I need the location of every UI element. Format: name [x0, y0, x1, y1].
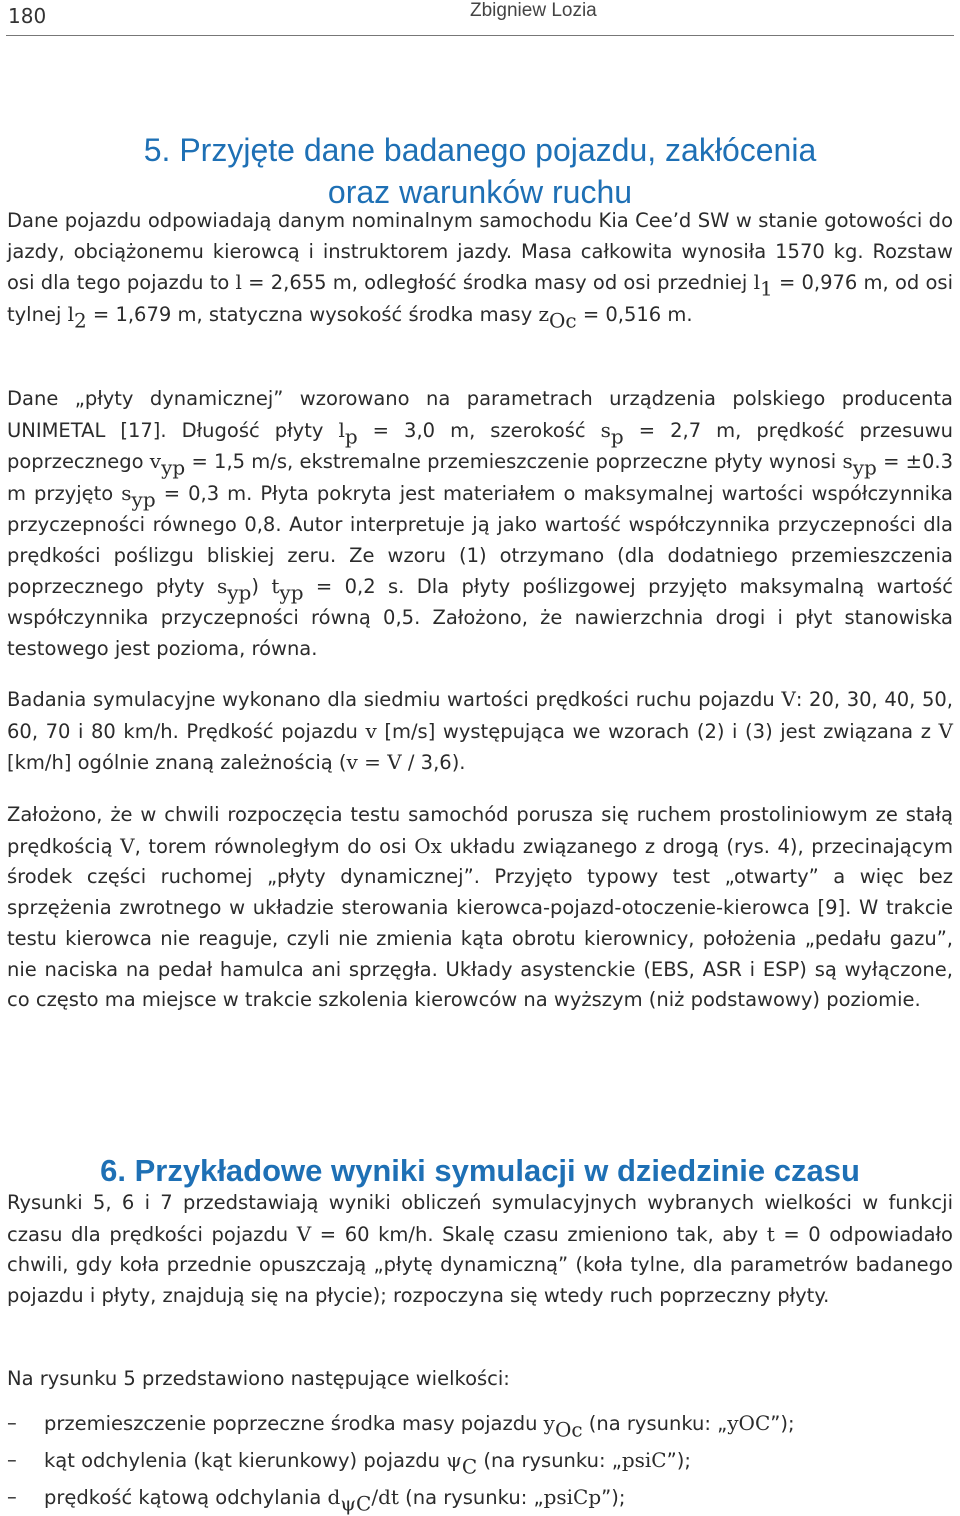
symbol: t — [766, 1221, 775, 1246]
symbol: /dt — [371, 1485, 399, 1509]
text: (na rysunku: „ — [398, 1486, 544, 1509]
text: układu związanego z drogą (rys. 4), przecinającym środek części ruchomej „płyty dynamicznej”. Przyjęto typowy test „otwarty” a więc bez sprzężenia zwrotnego w układzie sterowania kierowca-pojazd-otoczenie-kierowca [9]. W trakcie testu kierowca nie reaguje, czyli nie zmienia kąta obrotu kierownicy, położenia „pedału gazu”, nie naciska na pedał hamulca ani sprzęgła. Układy asystenckie (EBS, ASR i ESP) są wyłączone, co często ma miejsce w trakcie szkolenia kierowców na wyższym (niż podstawowy) poziomie. — [7, 834, 953, 1012]
symbol: V — [296, 1221, 312, 1246]
symbol: v — [149, 449, 162, 474]
symbol: l — [338, 417, 345, 442]
plot-label: psiC — [621, 1448, 667, 1472]
symbol: Ox — [414, 833, 442, 858]
text: = 2,7 m, prędkość przesuwu poprzecznego — [7, 418, 954, 474]
symbol: s — [842, 449, 853, 474]
paragraph-speeds — [7, 684, 953, 779]
text: : 20, 30, 40, 50, 60, 70 i 80 km/h. Prędkość pojazdu — [7, 688, 953, 743]
symbol: s — [600, 417, 611, 442]
symbol: t — [271, 574, 280, 599]
text: , torem równoległym do osi — [134, 834, 415, 858]
text: = 1,5 m/s, ekstremalne przemieszczenie poprzeczne płyty wynosi — [185, 450, 843, 474]
symbol: s — [216, 574, 228, 599]
symbol: y — [543, 1411, 555, 1435]
header-divider — [6, 35, 954, 36]
text: [m/s] występująca we wzorach (2) i (3) jest związana z — [376, 719, 939, 743]
text: ”); — [666, 1449, 691, 1472]
text: przemieszczenie poprzeczne środka masy pojazdu — [44, 1412, 544, 1435]
subscript: yp — [227, 580, 252, 605]
subscript: yp — [131, 487, 156, 512]
subscript: 1 — [759, 276, 773, 301]
text: (na rysunku: „ — [582, 1412, 728, 1435]
symbol: s — [121, 481, 132, 506]
text: (na rysunku: „ — [477, 1449, 622, 1472]
text: Dane „płyty dynamicznej” wzorowano na parametrach urządzenia polskiego producenta UNIMETAL [17]. Długość płyty — [7, 387, 953, 442]
subscript: 2 — [73, 308, 87, 333]
plot-label: psiCp — [543, 1485, 602, 1509]
symbol: V — [938, 718, 953, 743]
symbol: z — [538, 302, 550, 327]
text: ) — [251, 575, 272, 599]
symbol: d — [327, 1485, 341, 1509]
running-header — [0, 0, 960, 36]
symbol: l — [753, 270, 760, 295]
text: kąt odchylenia (kąt kierunkowy) pojazdu — [44, 1449, 447, 1472]
quantities-list — [7, 1405, 953, 1516]
section-number: 5. — [143, 131, 171, 168]
text: = 3,0 m, szerokość — [357, 418, 601, 442]
text: = 60 km/h. Skalę czasu zmieniono tak, aby — [311, 1222, 767, 1246]
subscript: yp — [279, 580, 304, 605]
text: = 0,3 m. Płyta pokryta jest materiałem o maksymalnej wartości współczynnika przyczepności równego 0,8. Autor interpretuje ją jako wartość współczynnika przyczepności dla prędkości poślizgu bliskiej zeru. Ze wzoru (1) otrzymano (dla dodatniego przemieszczenia poprzecznego płyty — [7, 482, 953, 599]
text: = 2,655 m, odległość środka masy od osi przedniej — [241, 271, 754, 295]
paragraph-results-intro — [7, 1188, 953, 1312]
text: [km/h] ogólnie znaną zależnością ( — [7, 751, 347, 775]
subscript: p — [610, 424, 624, 449]
paragraph-vehicle-data — [7, 206, 953, 331]
section-title-line1: Przyjęte dane badanego pojazdu, zakłócenia — [179, 131, 817, 168]
list-item — [7, 1479, 953, 1516]
list-dash: – — [7, 1448, 17, 1471]
symbol: v — [365, 718, 377, 743]
text: ”); — [770, 1412, 795, 1435]
text: = ±0.3 m przyjęto — [7, 450, 953, 506]
text: prędkość kątową odchylania — [44, 1486, 328, 1509]
subscript: p — [344, 424, 358, 449]
page-number: 180 — [8, 4, 47, 28]
subscript: yp — [852, 455, 877, 480]
list-dash: – — [7, 1411, 17, 1434]
subscript: C — [461, 1454, 478, 1479]
text: Rysunki 5, 6 i 7 przedstawiają wyniki obliczeń symulacyjnych wybranych wielkości w funkcji czasu dla prędkości pojazdu — [7, 1191, 953, 1246]
list-dash: – — [7, 1485, 17, 1508]
text: = 0,516 m. — [576, 303, 693, 327]
section-number: 6. — [100, 1152, 126, 1188]
symbol: V — [120, 833, 135, 858]
list-item — [7, 1442, 953, 1479]
paragraph-plate-data — [7, 384, 953, 664]
text: = 0,976 m, od osi tylnej — [7, 271, 953, 327]
subscript: ψC — [340, 1491, 372, 1516]
plot-label: yOC — [727, 1411, 771, 1435]
text: Badania symulacyjne wykonano dla siedmiu wartości prędkości ruchu pojazdu — [7, 688, 782, 711]
text: = 1,679 m, statyczna wysokość środka masy — [86, 303, 539, 327]
symbol: l — [235, 270, 242, 295]
symbol: l — [67, 302, 74, 327]
section-5-heading — [0, 129, 960, 213]
text: = 0,2 s. Dla płyty poślizgowej przyjęto maksymalną wartość współczynnika przyczepności równą 0,5. Założono, że nawierzchnia drogi i płyt stanowiska testowego jest pozioma, równa. — [7, 575, 954, 660]
running-author: Zbigniew Lozia — [470, 0, 597, 21]
text: = 0 odpowiadało chwili, gdy koła przednie opuszczają „płytę dynamiczną” (koła tylne, dla parametrów badanego pojazdu i płyty, znajdują się na płycie); rozpoczyna się wtedy ruch poprzeczny płyty. — [7, 1222, 953, 1308]
subscript: yp — [161, 455, 186, 480]
symbol: V — [781, 687, 796, 711]
section-title-line2: oraz warunków ruchu — [327, 173, 633, 210]
subscript: Oc — [554, 1417, 583, 1442]
formula: v = V — [346, 750, 402, 775]
section-title: Przykładowe wyniki symulacji w dziedzinie czasu — [134, 1152, 860, 1188]
subscript: Oc — [549, 308, 577, 333]
section-6-heading — [0, 1150, 960, 1192]
paragraph-test-conditions — [7, 800, 953, 1016]
text: / 3,6). — [401, 751, 466, 775]
text: ”); — [601, 1486, 626, 1509]
paragraph-figure5-intro: Na rysunku 5 przedstawiono następujące wielkości: — [7, 1367, 510, 1390]
symbol: ψ — [446, 1448, 462, 1472]
list-item — [7, 1405, 953, 1442]
text: Założono, że w chwili rozpoczęcia testu samochód porusza się ruchem prostoliniowym ze stałą prędkością — [7, 803, 953, 858]
text: Dane pojazdu odpowiadają danym nominalnym samochodu Kia Cee’d SW w stanie gotowości do jazdy, obciążonemu kierowcą i instruktorem jazdy. Masa całkowita wynosiła 1570 kg. Rozstaw osi dla tego pojazdu to — [7, 209, 953, 295]
